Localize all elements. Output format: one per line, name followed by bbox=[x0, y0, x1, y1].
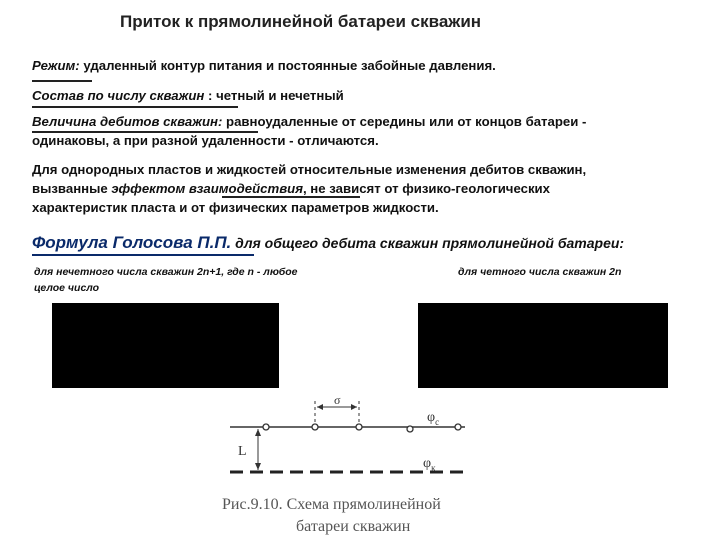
distance-label: L bbox=[238, 444, 247, 459]
regime-line bbox=[32, 56, 496, 75]
contour-potential-label bbox=[423, 456, 436, 473]
composition-label: Состав по числу скважин bbox=[32, 88, 205, 103]
well-potential-label bbox=[427, 410, 439, 427]
regime-underline bbox=[32, 80, 92, 82]
interaction-line-2a: вызванные bbox=[32, 181, 112, 196]
formula-underline bbox=[32, 254, 254, 256]
rate-text-1: равноудаленные от середины или от концов батареи - bbox=[222, 114, 587, 129]
odd-note-line-2: целое число bbox=[34, 282, 100, 294]
well-5 bbox=[455, 424, 461, 430]
regime-label: Режим: bbox=[32, 58, 80, 73]
rate-text-2: одинаковы, а при разной удаленности - отличаются. bbox=[32, 133, 379, 148]
interaction-effect: эффектом взаимодействия bbox=[111, 181, 303, 196]
composition-line bbox=[32, 86, 344, 105]
contour-potential-subscript: к bbox=[431, 463, 436, 473]
battery-diagram bbox=[220, 393, 480, 483]
sigma-arrow-left-head bbox=[317, 404, 323, 410]
formula-author: Формула Голосова П.П. bbox=[32, 233, 232, 252]
well-4 bbox=[407, 426, 413, 432]
well-potential-subscript: с bbox=[435, 417, 440, 427]
even-formula-image bbox=[418, 303, 668, 388]
contour-potential-symbol: φ bbox=[423, 456, 432, 471]
well-2 bbox=[312, 424, 318, 430]
figure-caption-line-2: батареи скважин bbox=[296, 518, 411, 535]
odd-note-line-1: для нечетного числа скважин 2n+1, где n - любое bbox=[34, 266, 298, 278]
distance-arrow-tail bbox=[255, 429, 261, 436]
even-note: для четного числа скважин 2n bbox=[458, 266, 622, 278]
regime-text: удаленный контур питания и постоянные забойные давления. bbox=[79, 58, 496, 73]
composition-text: : четный и нечетный bbox=[204, 88, 344, 103]
formula-description: для общего дебита скважин прямолинейной батареи: bbox=[231, 235, 625, 251]
page-title: Приток к прямолинейной батареи скважин bbox=[120, 12, 482, 31]
well-1 bbox=[263, 424, 269, 430]
well-3 bbox=[356, 424, 362, 430]
rate-line bbox=[32, 112, 586, 131]
rate-label: Величина дебитов скважин: bbox=[32, 114, 223, 129]
distance-arrow-head bbox=[255, 463, 261, 470]
sigma-label: σ bbox=[334, 393, 341, 407]
formula-heading bbox=[32, 233, 624, 253]
well-potential-symbol: φ bbox=[427, 410, 436, 425]
interaction-line-1: Для однородных пластов и жидкостей относительные изменения дебитов скважин, bbox=[32, 162, 587, 177]
composition-underline bbox=[32, 106, 238, 108]
interaction-line-2b: , не зависят от физико-геологических bbox=[302, 181, 550, 196]
odd-formula-image bbox=[52, 303, 279, 388]
interaction-line-3: характеристик пласта и от физических параметров жидкости. bbox=[32, 200, 439, 215]
sigma-arrow-right-head bbox=[351, 404, 357, 410]
figure-caption-line-1: Рис.9.10. Схема прямолинейной bbox=[222, 496, 441, 513]
